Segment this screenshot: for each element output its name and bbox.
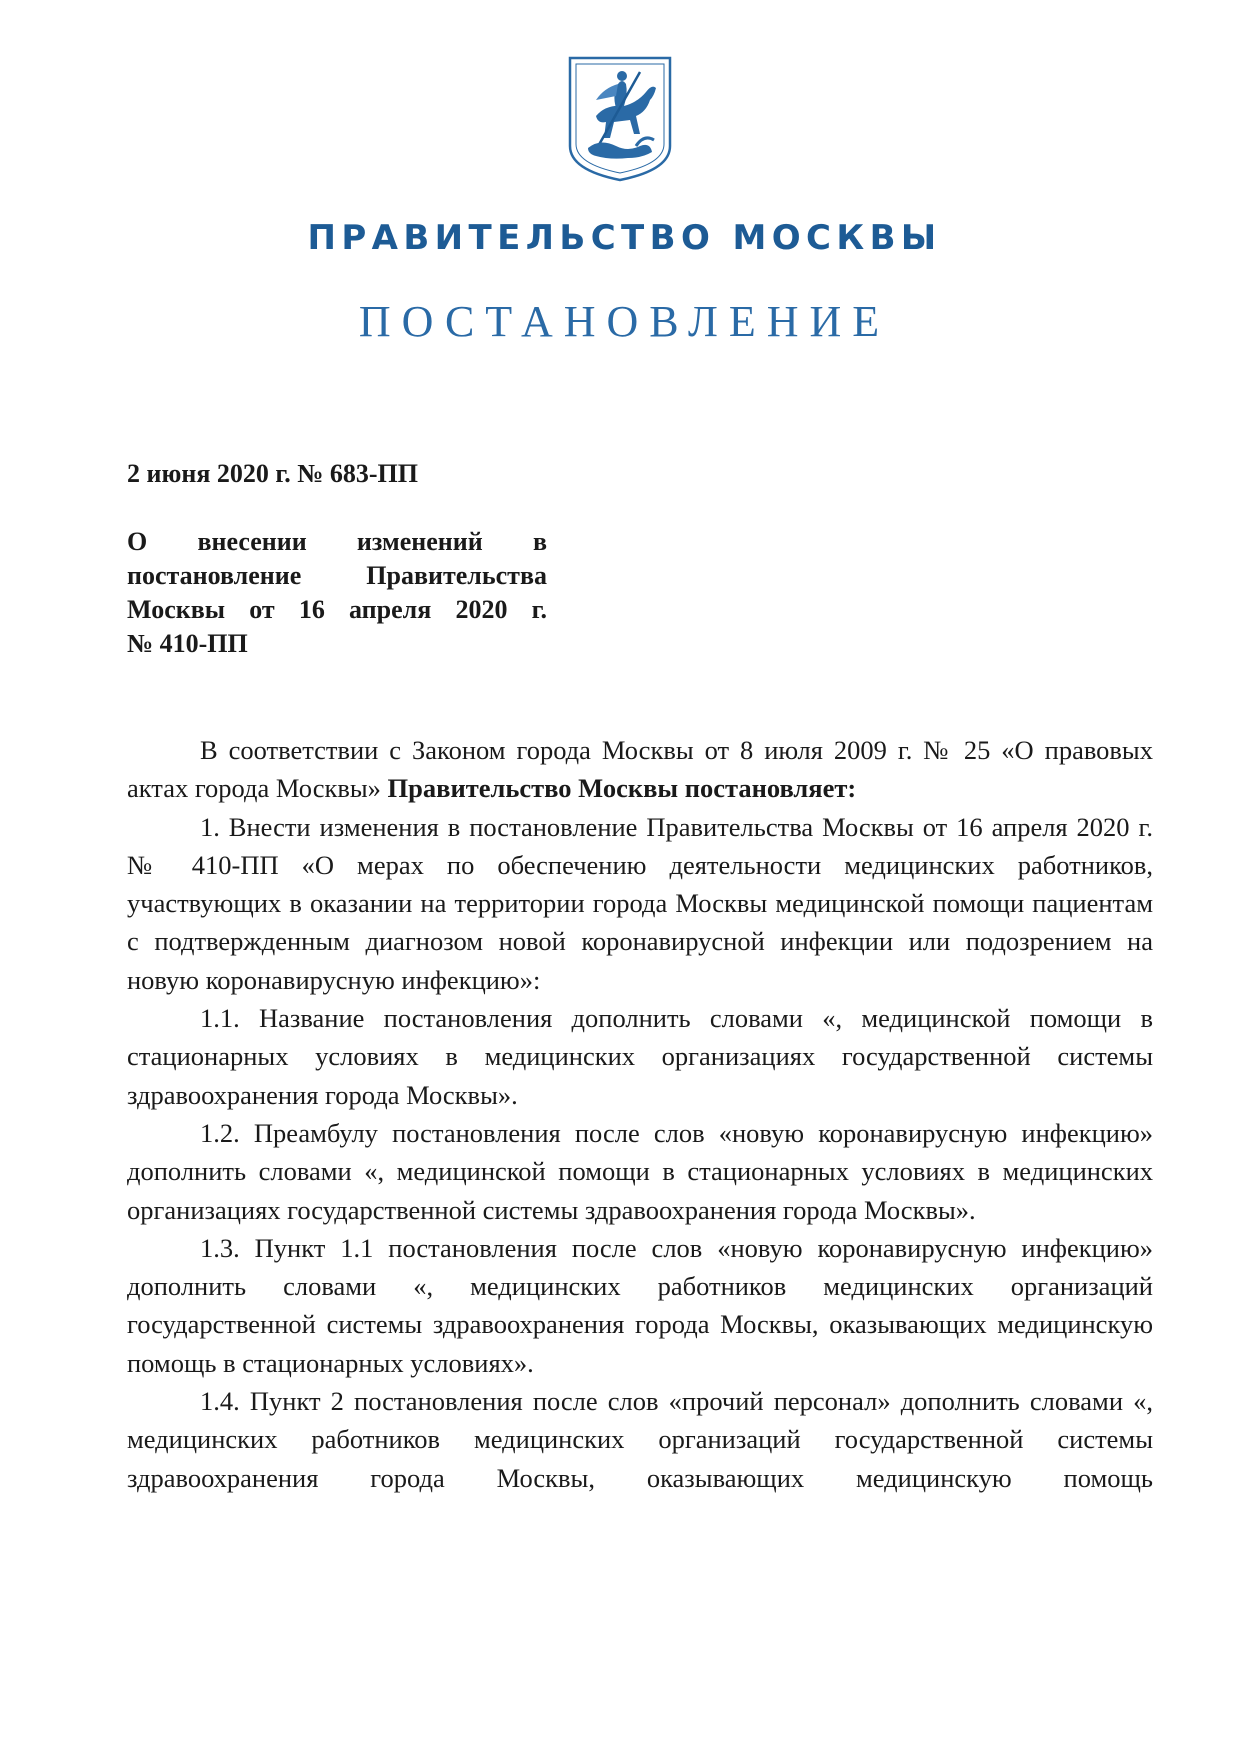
paragraph-1-1: 1.1. Название постановления дополнить словами «, медицинской помощи в стационарных условиях в медицинских организациях государственной системы здравоохранения города Москвы». bbox=[127, 1003, 1153, 1110]
preamble-paragraph bbox=[127, 731, 1153, 808]
paragraph-1: 1. Внести изменения в постановление Правительства Москвы от 16 апреля 2020 г. № 410-ПП «О мерах по обеспечению деятельности медицинских работников, участвующих в оказании на территории города Москвы медицинской помощи пациентам с подтвержденным диагнозом новой коронавирусной инфекции или подозрением на новую коронавирусную инфекцию»: bbox=[127, 811, 1153, 995]
document-subject-main: О внесении изменений в постановление Правительства Москвы от 16 апреля 2020 г. bbox=[127, 527, 547, 624]
paragraph-1-3: 1.3. Пункт 1.1 постановления после слов «новую коронавирусную инфекцию» дополнить словами «, медицинских работников медицинских организаций государственной системы здравоохранения города Москвы, оказывающих медицинскую помощь в стационарных условиях». bbox=[127, 1232, 1153, 1378]
document-body bbox=[127, 731, 1153, 1497]
preamble-text: В соответствии с Законом города Москвы от 8 июля 2009 г. № 25 «О правовых актах города Москвы» bbox=[127, 735, 1153, 804]
moscow-coat-of-arms-icon bbox=[566, 54, 674, 184]
document-number-date: 2 июня 2020 г. № 683-ПП bbox=[127, 459, 419, 488]
document-subject-number: № 410-ПП bbox=[127, 629, 248, 658]
paragraph-1-4: 1.4. Пункт 2 постановления после слов «прочий персонал» дополнить словами «, медицинских работников медицинских организаций государственной системы здравоохранения города Москвы, оказывающих медицинскую помощь bbox=[127, 1386, 1153, 1493]
paragraph-1-2: 1.2. Преамбулу постановления после слов «новую коронавирусную инфекцию» дополнить словами «, медицинской помощи в стационарных условиях в медицинских организациях государственной системы здравоохранения города Москвы». bbox=[127, 1117, 1153, 1225]
preamble-resolution: Правительство Москвы постановляет: bbox=[387, 773, 857, 804]
document-type-title: ПОСТАНОВЛЕНИЕ bbox=[358, 297, 891, 346]
document-subject bbox=[127, 525, 547, 661]
government-title: ПРАВИТЕЛЬСТВО МОСКВЫ bbox=[307, 218, 942, 258]
